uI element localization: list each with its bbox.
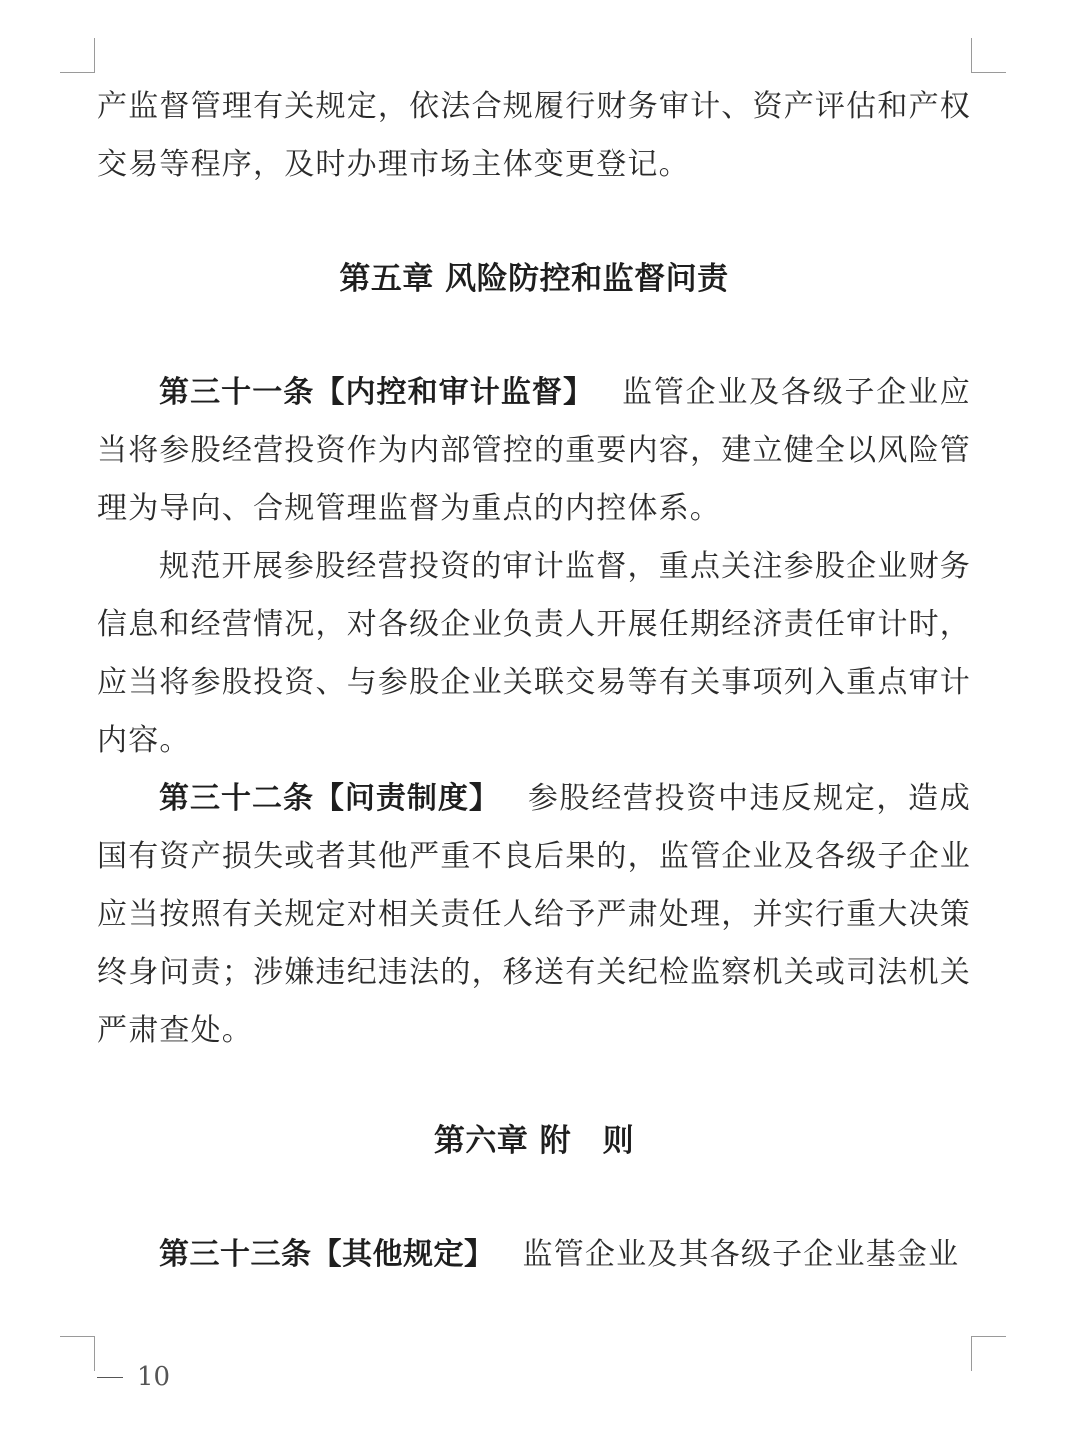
article-31-title: 第三十一条【内控和审计监督】 (159, 375, 595, 410)
chapter-six-heading: 第六章 附 则 (433, 1123, 635, 1159)
chapter-five-heading: 第五章 风险防控和监督问责 (339, 261, 729, 297)
crop-mark-bottom-left (60, 1336, 95, 1371)
article-33-body: 监管企业及其各级子企业基金业 (522, 1237, 960, 1272)
page-number (97, 1362, 170, 1392)
article-31-second-paragraph: 规范开展参股经营投资的审计监督，重点关注参股企业财务信息和经营情况，对各级企业负责人开展任期经济责任审计时，应当将参股投资、与参股企业关联交易等有关事项列入重点审计内容。 (97, 549, 971, 758)
article-31-paragraph (97, 364, 971, 538)
crop-mark-bottom-right (971, 1336, 1006, 1371)
crop-mark-top-right (971, 38, 1006, 73)
article-32-body: 参股经营投资中违反规定，造成国有资产损失或者其他严重不良后果的，监管企业及各级子企业应当按照有关规定对相关责任人给予严肃处理，并实行重大决策终身问责；涉嫌违纪违法的，移送有关纪检监察机关或司法机关严肃查处。 (97, 781, 971, 1048)
page-number-dash (97, 1377, 123, 1378)
document-body (97, 78, 971, 1284)
article-32-title: 第三十二条【问责制度】 (159, 781, 500, 816)
page-number-value: 10 (137, 1362, 171, 1392)
crop-mark-top-left (60, 38, 95, 73)
article-33-paragraph (97, 1226, 971, 1284)
article-31-body: 监管企业及各级子企业应当将参股经营投资作为内部管控的重要内容，建立健全以风险管理为导向、合规管理监督为重点的内控体系。 (97, 375, 972, 526)
article-32-paragraph (97, 770, 971, 1060)
continuation-paragraph: 产监督管理有关规定，依法合规履行财务审计、资产评估和产权交易等程序，及时办理市场主体变更登记。 (97, 89, 971, 182)
article-33-title: 第三十三条【其他规定】 (159, 1237, 495, 1272)
